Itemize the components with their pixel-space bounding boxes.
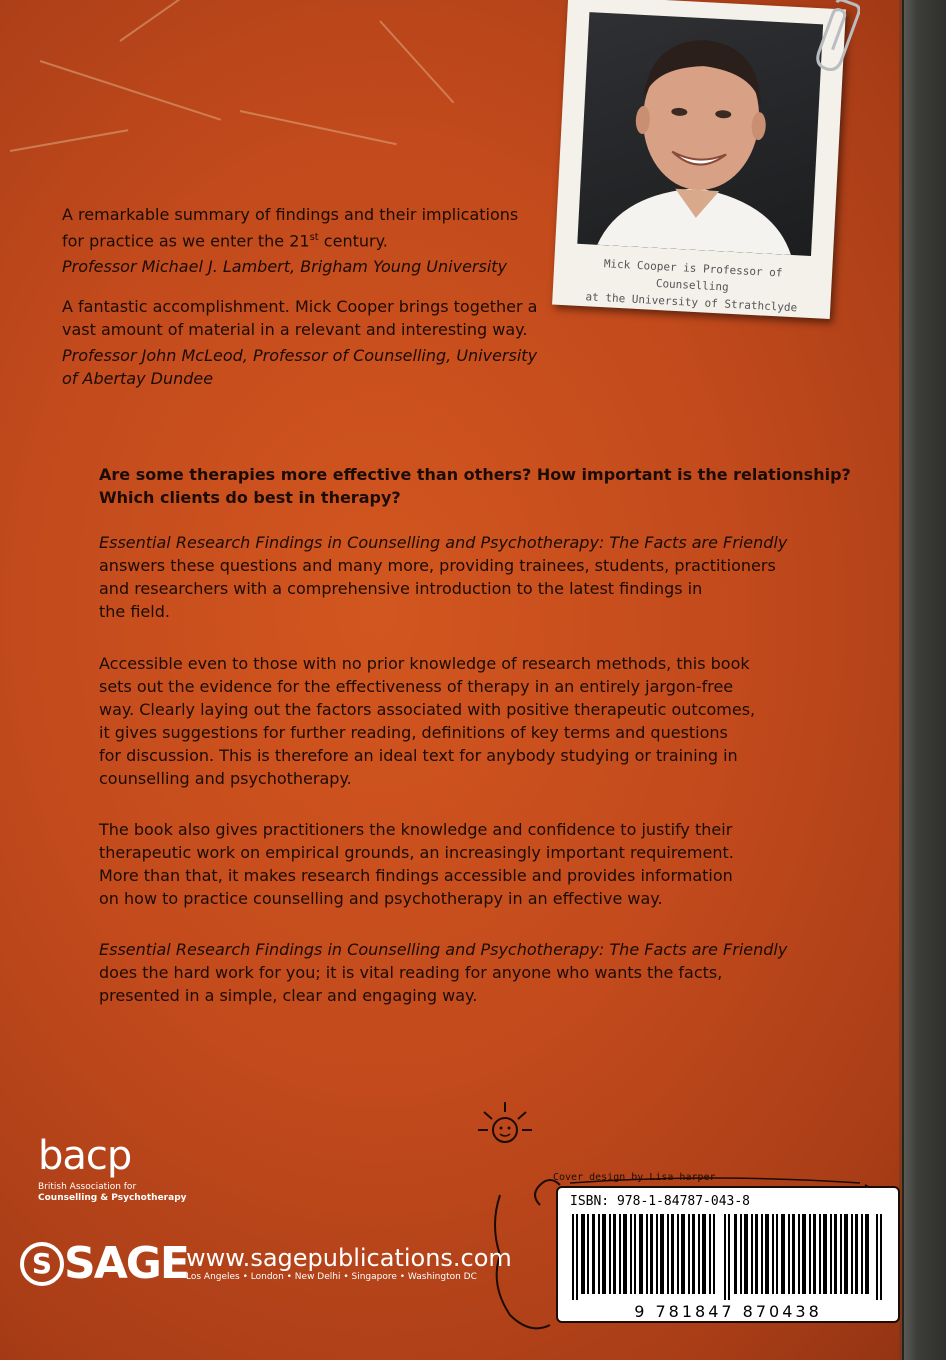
quote-line: A remarkable summary of findings and their implications <box>62 205 519 224</box>
author-portrait-image <box>577 12 823 256</box>
quote-attribution: Professor Michael J. Lambert, Brigham Young University <box>62 257 508 277</box>
blurb-line: answers these questions and many more, providing trainees, students, practitioners <box>99 556 776 575</box>
sage-cities: Los Angeles • London • New Delhi • Singapore • Washington DC <box>186 1272 477 1282</box>
book-title: Essential Research Findings in Counselling and Psychotherapy: The Facts are Friendly <box>99 940 788 959</box>
quote-text: for practice as we enter the 21 <box>62 231 310 251</box>
blurb-line: sets out the evidence for the effectiveness of therapy in an entirely jargon-free <box>99 677 734 696</box>
review-quote-lambert <box>62 203 518 278</box>
blurb-paragraph-3 <box>99 818 785 910</box>
review-quote-mcleod <box>62 295 537 390</box>
blurb-lead <box>99 463 851 509</box>
barcode-digits: 9 781847 870438 <box>634 1302 822 1321</box>
quote-attribution: of Abertay Dundee <box>62 369 214 388</box>
book-spine <box>902 0 946 1360</box>
blurb-line: on how to practice counselling and psychotherapy in an effective way. <box>99 889 663 908</box>
bacp-line: British Association for <box>38 1182 137 1192</box>
photo-caption <box>566 253 818 317</box>
bacp-logo <box>38 1133 187 1204</box>
blurb-line: way. Clearly laying out the factors associated with positive therapeutic outcomes, <box>99 700 756 719</box>
isbn-label: ISBN: 978-1-84787-043-8 <box>570 1194 751 1209</box>
barcode-box <box>556 1186 900 1323</box>
texture-crack <box>119 0 235 42</box>
blurb-paragraph-2 <box>99 652 785 790</box>
blurb-line: Which clients do best in therapy? <box>99 488 401 507</box>
caption-line: at the University of Strathclyde <box>585 290 798 315</box>
blurb-line: The book also gives practitioners the knowledge and confidence to justify their <box>99 820 733 839</box>
blurb-line: Accessible even to those with no prior knowledge of research methods, this book <box>99 654 750 673</box>
author-polaroid <box>552 0 846 319</box>
bacp-line-bold: Counselling & Psychotherapy <box>38 1193 187 1203</box>
book-title: Essential Research Findings in Counselling and Psychotherapy: The Facts are Friendly <box>99 533 788 552</box>
texture-crack <box>40 60 221 121</box>
blurb-paragraph-4 <box>99 938 788 1007</box>
barcode-icon <box>572 1214 884 1300</box>
caption-line: Mick Cooper is Professor of Counselling <box>603 257 783 294</box>
blurb-line: for discussion. This is therefore an ideal text for anybody studying or training in <box>99 746 738 765</box>
quote-text: century. <box>318 231 388 251</box>
blurb-line: it gives suggestions for further reading, definitions of key terms and questions <box>99 723 728 742</box>
quote-line: A fantastic accomplishment. Mick Cooper brings together a <box>62 297 538 316</box>
paperclip-icon <box>810 0 860 80</box>
blurb-line: therapeutic work on empirical grounds, an increasingly important requirement. <box>99 843 734 862</box>
blurb-line: does the hard work for you; it is vital reading for anyone who wants the facts, <box>99 963 723 982</box>
blurb-line: and researchers with a comprehensive introduction to the latest findings in <box>99 579 703 598</box>
sage-url: www.sagepublications.com <box>186 1244 512 1272</box>
quote-attribution: Professor John McLeod, Professor of Counselling, University <box>62 346 538 365</box>
cover-design-credit: Cover design by Lisa harper <box>553 1172 716 1183</box>
bacp-subtitle <box>38 1182 187 1204</box>
blurb-paragraph-1 <box>99 531 788 623</box>
quote-line: vast amount of material in a relevant and interesting way. <box>62 320 528 339</box>
bacp-wordmark: bacp <box>38 1133 132 1179</box>
quote-line <box>62 226 518 252</box>
sun-doodle-icon <box>470 1098 540 1158</box>
bacp-line <box>38 1193 187 1204</box>
blurb-line: Are some therapies more effective than others? How important is the relationship? <box>99 465 851 484</box>
texture-crack <box>240 110 397 145</box>
texture-crack <box>379 20 454 103</box>
texture-crack <box>10 129 129 152</box>
sage-wordmark: SAGE <box>64 1238 188 1289</box>
author-photo <box>577 12 823 256</box>
sage-logo-icon: S <box>20 1242 64 1286</box>
blurb-line: the field. <box>99 602 170 621</box>
blurb-line: More than that, it makes research findings accessible and provides information <box>99 866 733 885</box>
blurb-line: counselling and psychotherapy. <box>99 769 352 788</box>
blurb-line: presented in a simple, clear and engaging way. <box>99 986 478 1005</box>
superscript: st <box>309 232 319 243</box>
